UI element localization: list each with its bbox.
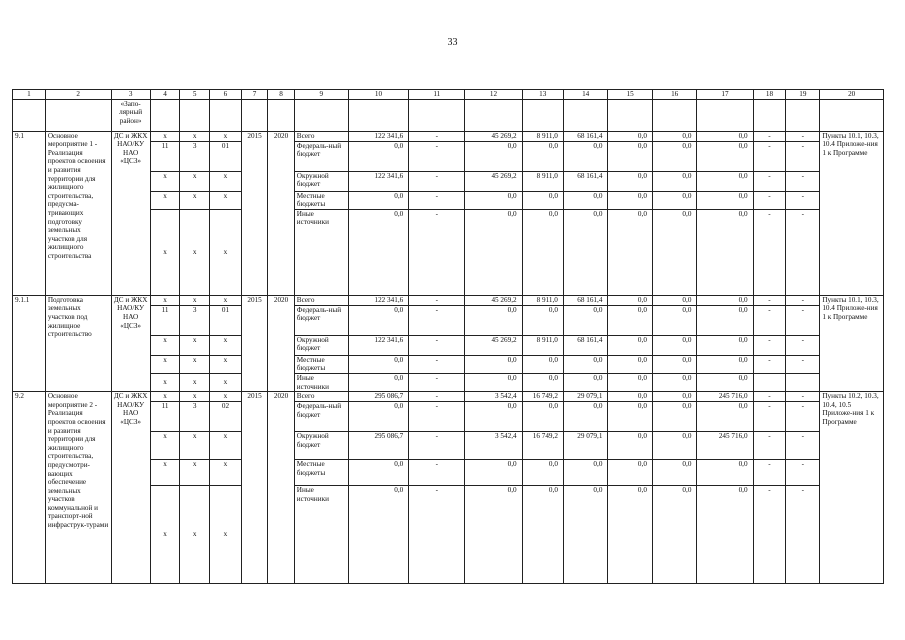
value-cell: 0,0: [348, 486, 408, 584]
funding-source: Федераль-ный бюджет: [294, 141, 348, 171]
code-cell: х: [180, 335, 210, 355]
code-cell: 11: [150, 305, 180, 335]
code-cell: х: [210, 373, 242, 391]
value-cell: 0,0: [608, 209, 653, 295]
value-cell: 68 161,4: [563, 335, 608, 355]
value-cell: 122 341,6: [348, 171, 408, 191]
value-cell: 0,0: [465, 191, 522, 209]
value-cell: -: [409, 335, 465, 355]
code-cell: х: [210, 295, 242, 305]
code-cell: х: [180, 373, 210, 391]
value-cell: 245 716,0: [697, 432, 753, 460]
value-cell: 0,0: [465, 373, 522, 391]
code-cell: х: [180, 131, 210, 141]
value-cell: 0,0: [522, 402, 563, 432]
value-cell: -: [409, 486, 465, 584]
funding-source: Окружной бюджет: [294, 335, 348, 355]
value-cell: 8 911,0: [522, 295, 563, 305]
value-cell: 0,0: [563, 460, 608, 486]
table-row: [13, 392, 884, 402]
header-col: 19: [786, 90, 820, 100]
header-col: 4: [150, 90, 180, 100]
value-cell: 0,0: [608, 460, 653, 486]
value-cell: 0,0: [697, 209, 753, 295]
value-cell: -: [409, 295, 465, 305]
value-cell: 0,0: [697, 191, 753, 209]
value-cell: 0,0: [652, 141, 697, 171]
code-cell: х: [210, 486, 242, 584]
value-cell: 0,0: [652, 486, 697, 584]
value-cell: 0,0: [563, 355, 608, 373]
code-cell: 3: [180, 305, 210, 335]
code-cell: х: [150, 486, 180, 584]
header-col: 8: [268, 90, 294, 100]
code-cell: х: [150, 392, 180, 402]
header-col: 5: [180, 90, 210, 100]
funding-source: Федераль-ный бюджет: [294, 305, 348, 335]
value-cell: 8 911,0: [522, 131, 563, 141]
value-cell: [753, 373, 786, 391]
value-cell: 3 542,4: [465, 392, 522, 402]
value-cell: -: [753, 141, 786, 171]
value-cell: -: [409, 355, 465, 373]
value-cell: 245 716,0: [697, 392, 753, 402]
value-cell: 0,0: [697, 355, 753, 373]
value-cell: 295 086,7: [348, 432, 408, 460]
value-cell: -: [786, 486, 820, 584]
value-cell: -: [409, 305, 465, 335]
value-cell: 0,0: [563, 486, 608, 584]
value-cell: -: [409, 402, 465, 432]
value-cell: -: [786, 432, 820, 460]
value-cell: 0,0: [652, 209, 697, 295]
value-cell: 0,0: [697, 460, 753, 486]
value-cell: 0,0: [563, 209, 608, 295]
value-cell: -: [409, 460, 465, 486]
value-cell: 0,0: [652, 191, 697, 209]
value-cell: -: [409, 209, 465, 295]
value-cell: 0,0: [608, 305, 653, 335]
value-cell: 0,0: [608, 131, 653, 141]
value-cell: 0,0: [348, 141, 408, 171]
value-cell: 0,0: [522, 460, 563, 486]
value-cell: 0,0: [348, 305, 408, 335]
funding-source: Всего: [294, 295, 348, 305]
header-col: 3: [111, 90, 150, 100]
value-cell: -: [753, 191, 786, 209]
value-cell: 0,0: [608, 141, 653, 171]
header-col: 15: [608, 90, 653, 100]
funding-source: Местные бюджеты: [294, 191, 348, 209]
code-cell: х: [210, 209, 242, 295]
code-cell: х: [150, 209, 180, 295]
funding-source: Федераль-ный бюджет: [294, 402, 348, 432]
value-cell: 0,0: [697, 141, 753, 171]
value-cell: 0,0: [465, 486, 522, 584]
value-cell: -: [786, 402, 820, 432]
continuation-text: «Запо-лярный район»: [111, 99, 150, 131]
value-cell: 45 269,2: [465, 131, 522, 141]
value-cell: -: [786, 392, 820, 402]
code-cell: х: [180, 355, 210, 373]
executor: ДС и ЖКХ НАО/КУ НАО «ЦСЗ»: [111, 392, 150, 584]
funding-source: Всего: [294, 392, 348, 402]
row-number: 9.1.1: [13, 295, 46, 391]
value-cell: 0,0: [652, 295, 697, 305]
value-cell: 0,0: [522, 355, 563, 373]
code-cell: х: [180, 432, 210, 460]
header-row: [13, 90, 884, 100]
value-cell: 0,0: [652, 432, 697, 460]
value-cell: 0,0: [608, 171, 653, 191]
value-cell: 0,0: [697, 402, 753, 432]
value-cell: 0,0: [652, 373, 697, 391]
code-cell: х: [210, 355, 242, 373]
value-cell: 0,0: [608, 486, 653, 584]
code-cell: х: [210, 191, 242, 209]
row-number: 9.1: [13, 131, 46, 295]
value-cell: -: [786, 141, 820, 171]
value-cell: -: [409, 191, 465, 209]
value-cell: -: [786, 460, 820, 486]
value-cell: 68 161,4: [563, 171, 608, 191]
code-cell: х: [180, 295, 210, 305]
code-cell: 02: [210, 402, 242, 432]
value-cell: 0,0: [522, 486, 563, 584]
value-cell: 0,0: [697, 295, 753, 305]
value-cell: 0,0: [348, 373, 408, 391]
code-cell: х: [210, 335, 242, 355]
header-col: 10: [348, 90, 408, 100]
value-cell: -: [409, 131, 465, 141]
value-cell: -: [786, 191, 820, 209]
value-cell: 0,0: [652, 392, 697, 402]
code-cell: х: [150, 355, 180, 373]
value-cell: 0,0: [697, 373, 753, 391]
value-cell: 0,0: [652, 335, 697, 355]
funding-source: Иные источники: [294, 209, 348, 295]
value-cell: -: [409, 373, 465, 391]
value-cell: 16 749,2: [522, 392, 563, 402]
value-cell: 0,0: [697, 335, 753, 355]
header-col: 7: [241, 90, 267, 100]
code-cell: х: [150, 191, 180, 209]
header-col: 17: [697, 90, 753, 100]
value-cell: 0,0: [465, 402, 522, 432]
value-cell: 0,0: [465, 355, 522, 373]
value-cell: 0,0: [522, 141, 563, 171]
header-col: 16: [652, 90, 697, 100]
value-cell: 0,0: [522, 209, 563, 295]
header-col: 1: [13, 90, 46, 100]
table-row: [13, 295, 884, 305]
value-cell: 0,0: [348, 209, 408, 295]
value-cell: -: [753, 392, 786, 402]
code-cell: х: [150, 460, 180, 486]
header-col: 11: [409, 90, 465, 100]
code-cell: 01: [210, 305, 242, 335]
code-cell: 11: [150, 402, 180, 432]
code-cell: 3: [180, 402, 210, 432]
value-cell: 0,0: [652, 460, 697, 486]
value-cell: 0,0: [608, 373, 653, 391]
code-cell: 11: [150, 141, 180, 171]
value-cell: 0,0: [608, 355, 653, 373]
value-cell: -: [786, 209, 820, 295]
value-cell: 0,0: [608, 191, 653, 209]
year-to: 2020: [268, 131, 294, 295]
value-cell: 0,0: [608, 295, 653, 305]
year-from: 2015: [241, 131, 267, 295]
funding-source: Окружной бюджет: [294, 432, 348, 460]
value-cell: 0,0: [348, 460, 408, 486]
funding-source: Иные источники: [294, 373, 348, 391]
code-cell: х: [150, 131, 180, 141]
value-cell: 0,0: [563, 141, 608, 171]
code-cell: х: [180, 392, 210, 402]
activity-title: Основное мероприятие 1 - Реализация проектов освоения и развития территории для жилищного строительства, предусма-тривающих подготовку земельных участков для жилищного строительства: [45, 131, 111, 295]
page-number: 33: [447, 37, 458, 48]
value-cell: 0,0: [608, 335, 653, 355]
activity-title: Основное мероприятие 2 - Реализация проектов освоения и развития территории для жилищного строительства, предусмотри-вающих обеспечение земельных участков коммунальной и транспорт-ной инфраструк-турами: [45, 392, 111, 584]
code-cell: х: [210, 131, 242, 141]
value-cell: -: [786, 305, 820, 335]
value-cell: 0,0: [563, 191, 608, 209]
year-from: 2015: [241, 295, 267, 391]
value-cell: 0,0: [652, 171, 697, 191]
value-cell: 68 161,4: [563, 295, 608, 305]
program-table: [12, 89, 884, 584]
value-cell: -: [753, 295, 786, 305]
value-cell: 0,0: [522, 373, 563, 391]
value-cell: 0,0: [608, 402, 653, 432]
activity-title: Подготовка земельных участков под жилищное строительство: [45, 295, 111, 391]
value-cell: 122 341,6: [348, 335, 408, 355]
value-cell: -: [753, 486, 786, 584]
value-cell: 122 341,6: [348, 295, 408, 305]
code-cell: х: [180, 209, 210, 295]
value-cell: -: [753, 171, 786, 191]
code-cell: х: [210, 171, 242, 191]
value-cell: -: [409, 141, 465, 171]
value-cell: 8 911,0: [522, 171, 563, 191]
value-cell: 0,0: [697, 171, 753, 191]
value-cell: -: [786, 171, 820, 191]
value-cell: 29 079,1: [563, 432, 608, 460]
value-cell: -: [753, 460, 786, 486]
code-cell: х: [180, 486, 210, 584]
code-cell: х: [210, 392, 242, 402]
funding-source: Местные бюджеты: [294, 460, 348, 486]
year-to: 2020: [268, 295, 294, 391]
value-cell: 295 086,7: [348, 392, 408, 402]
header-col: 12: [465, 90, 522, 100]
funding-source: Окружной бюджет: [294, 171, 348, 191]
value-cell: 45 269,2: [465, 295, 522, 305]
header-col: 14: [563, 90, 608, 100]
value-cell: 0,0: [563, 305, 608, 335]
reference-note: Пункты 10.1, 10.3, 10.4 Приложе-ния 1 к Программе: [820, 295, 884, 391]
value-cell: -: [753, 305, 786, 335]
value-cell: 0,0: [652, 402, 697, 432]
table-row: [13, 131, 884, 141]
code-cell: 3: [180, 141, 210, 171]
code-cell: 01: [210, 141, 242, 171]
value-cell: -: [786, 335, 820, 355]
value-cell: 0,0: [465, 209, 522, 295]
reference-note: Пункты 10.1, 10.3, 10.4 Приложе-ния 1 к Программе: [820, 131, 884, 295]
value-cell: -: [753, 335, 786, 355]
value-cell: 0,0: [348, 355, 408, 373]
value-cell: 29 079,1: [563, 392, 608, 402]
code-cell: х: [180, 171, 210, 191]
value-cell: -: [409, 171, 465, 191]
value-cell: 3 542,4: [465, 432, 522, 460]
header-col: 20: [820, 90, 884, 100]
funding-source: Иные источники: [294, 486, 348, 584]
value-cell: 0,0: [465, 305, 522, 335]
funding-source: Всего: [294, 131, 348, 141]
value-cell: 0,0: [465, 460, 522, 486]
value-cell: 68 161,4: [563, 131, 608, 141]
value-cell: 16 749,2: [522, 432, 563, 460]
code-cell: х: [150, 171, 180, 191]
value-cell: -: [753, 402, 786, 432]
value-cell: 122 341,6: [348, 131, 408, 141]
header-col: 13: [522, 90, 563, 100]
header-col: 6: [210, 90, 242, 100]
value-cell: -: [409, 392, 465, 402]
value-cell: 0,0: [522, 191, 563, 209]
executor: ДС и ЖКХ НАО/КУ НАО «ЦСЗ»: [111, 131, 150, 295]
header-col: 2: [45, 90, 111, 100]
code-cell: х: [210, 460, 242, 486]
value-cell: 0,0: [652, 305, 697, 335]
code-cell: х: [180, 460, 210, 486]
value-cell: 0,0: [348, 191, 408, 209]
header-col: 18: [753, 90, 786, 100]
funding-source: Местные бюджеты: [294, 355, 348, 373]
value-cell: [786, 373, 820, 391]
year-to: 2020: [268, 392, 294, 584]
executor: ДС и ЖКХ НАО/КУ НАО «ЦСЗ»: [111, 295, 150, 391]
value-cell: 0,0: [522, 305, 563, 335]
value-cell: -: [753, 209, 786, 295]
value-cell: 0,0: [563, 373, 608, 391]
year-from: 2015: [241, 392, 267, 584]
code-cell: х: [150, 295, 180, 305]
value-cell: 0,0: [697, 131, 753, 141]
header-col: 9: [294, 90, 348, 100]
value-cell: 0,0: [652, 355, 697, 373]
value-cell: 0,0: [697, 486, 753, 584]
value-cell: -: [786, 355, 820, 373]
value-cell: -: [409, 432, 465, 460]
value-cell: 45 269,2: [465, 335, 522, 355]
value-cell: -: [786, 131, 820, 141]
value-cell: 0,0: [697, 305, 753, 335]
code-cell: х: [150, 335, 180, 355]
value-cell: 0,0: [652, 131, 697, 141]
value-cell: -: [753, 131, 786, 141]
value-cell: 0,0: [608, 432, 653, 460]
value-cell: -: [753, 432, 786, 460]
value-cell: 0,0: [608, 392, 653, 402]
row-number: 9.2: [13, 392, 46, 584]
value-cell: 0,0: [348, 402, 408, 432]
reference-note: Пункты 10.2, 10.3, 10.4, 10.5 Приложе-ния 1 к Программе: [820, 392, 884, 584]
code-cell: х: [180, 191, 210, 209]
value-cell: -: [786, 295, 820, 305]
value-cell: 0,0: [465, 141, 522, 171]
value-cell: -: [753, 355, 786, 373]
value-cell: 0,0: [563, 402, 608, 432]
value-cell: 8 911,0: [522, 335, 563, 355]
code-cell: х: [210, 432, 242, 460]
value-cell: 45 269,2: [465, 171, 522, 191]
code-cell: х: [150, 373, 180, 391]
code-cell: х: [150, 432, 180, 460]
continuation-row: [13, 99, 884, 131]
